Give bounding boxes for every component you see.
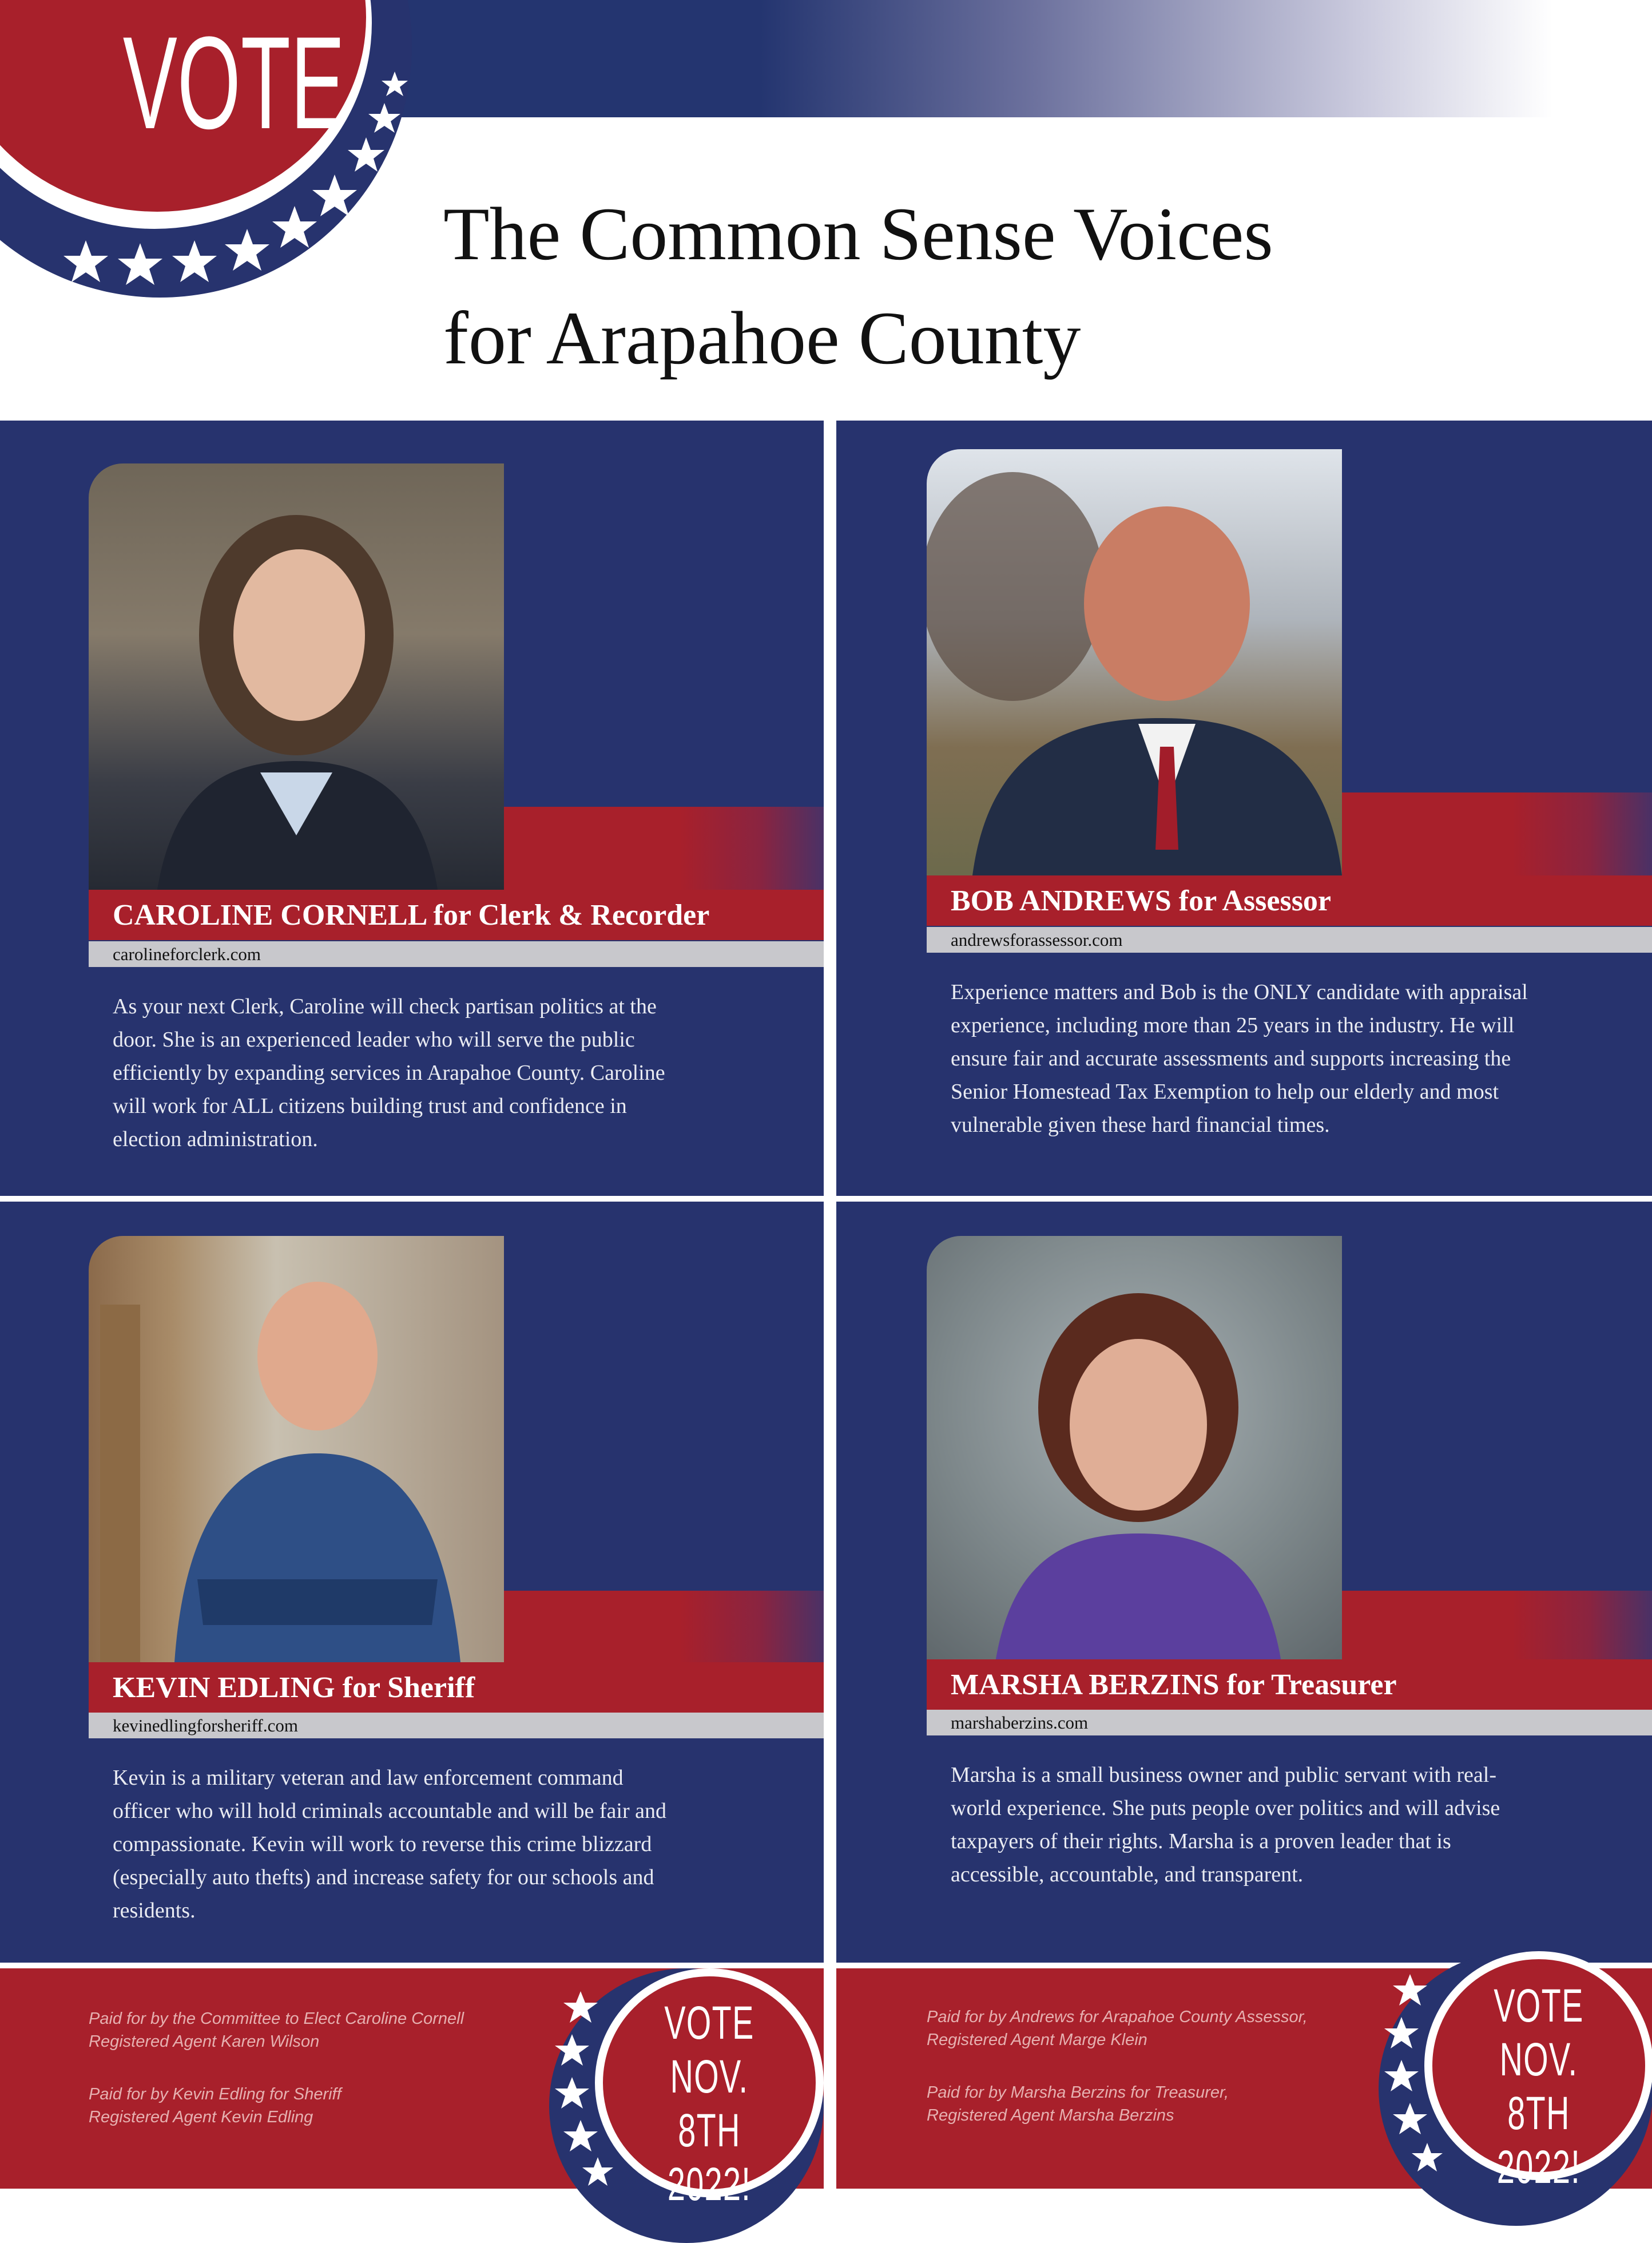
candidate-website-kevin[interactable]: kevinedlingforsheriff.com xyxy=(89,1713,824,1738)
star-icon xyxy=(555,2034,589,2066)
star-icon xyxy=(1393,2103,1427,2134)
star-icon xyxy=(312,175,357,216)
person-silhouette xyxy=(927,1236,1342,1662)
footer-stars-left xyxy=(549,1968,618,2189)
candidate-photo-kevin xyxy=(89,1236,504,1662)
star-icon xyxy=(555,2077,589,2109)
star-icon xyxy=(563,2120,598,2151)
candidate-bio-bob: Experience matters and Bob is the ONLY candidate with appraisal experience, including more than 25 years in the industry. He will ensure fair and accurate assessments and supports increasing the Senior Homestead Tax Exemption to help our elderly and most vulnerable given these hard financial times. xyxy=(951,980,1528,1137)
candidate-heading-marsha: MARSHA BERZINS for Treasurer xyxy=(927,1659,1652,1710)
candidate-bio-kevin: Kevin is a military veteran and law enforcement command officer who will hold criminals accountable and will be fair and compassionate. Kevin will work to reverse this crime blizzard (especially auto thefts) and increase safety for our schools and residents. xyxy=(113,1766,666,1923)
footer-stars-right xyxy=(1379,1951,1447,2189)
star-icon xyxy=(225,229,269,271)
paid-line: Paid for by Marsha Berzins for Treasurer, xyxy=(927,2083,1229,2102)
star-icon xyxy=(1384,2017,1419,2048)
paid-line: Paid for by Kevin Edling for Sheriff xyxy=(89,2085,341,2103)
paid-line: Paid for by Andrews for Arapahoe County Assessor, xyxy=(927,2008,1308,2026)
badge-line-year: 2022! xyxy=(1496,2141,1581,2193)
person-silhouette xyxy=(927,449,1342,875)
person-silhouette xyxy=(89,463,504,890)
candidate-heading-bob: BOB ANDREWS for Assessor xyxy=(927,875,1652,926)
paid-line: Registered Agent Kevin Edling xyxy=(89,2108,313,2126)
vote-date-badge-left xyxy=(595,1968,824,2210)
candidate-heading-caroline: CAROLINE CORNELL for Clerk & Recorder xyxy=(89,890,824,940)
badge-line-vote: VOTE xyxy=(664,1997,754,2049)
star-icon xyxy=(1384,2060,1419,2091)
candidate-photo-bob xyxy=(927,449,1342,875)
candidate-heading-kevin: KEVIN EDLING for Sheriff xyxy=(89,1662,824,1713)
candidate-bio-caroline: As your next Clerk, Caroline will check partisan politics at the door. She is an experienced leader who will serve the public efficiently by expanding services in Arapahoe County. Caroline will work for ALL citizens building trust and confidence in election administration. xyxy=(113,994,665,1151)
star-icon xyxy=(368,103,400,133)
star-icon xyxy=(63,240,108,282)
star-icon xyxy=(582,2157,613,2186)
vote-date-badge-right xyxy=(1424,1951,1652,2193)
candidate-website-marsha[interactable]: marshaberzins.com xyxy=(927,1710,1652,1735)
title-line-2: for Arapahoe County xyxy=(443,296,1081,380)
badge-line-year: 2022! xyxy=(667,2158,752,2210)
person-silhouette xyxy=(89,1236,504,1662)
title-line-1: The Common Sense Voices xyxy=(443,192,1273,276)
page-title xyxy=(443,182,1530,390)
star-icon xyxy=(1412,2143,1443,2171)
star-icon xyxy=(1393,1974,1427,2006)
badge-stars xyxy=(0,0,435,320)
badge-line-date: NOV. 8TH xyxy=(670,2051,749,2157)
candidate-website-caroline[interactable]: carolineforclerk.com xyxy=(89,941,824,967)
paid-line: Registered Agent Karen Wilson xyxy=(89,2032,320,2051)
badge-line-vote: VOTE xyxy=(1494,1980,1584,2032)
candidate-bio-marsha: Marsha is a small business owner and public servant with real-world experience. She puts people over politics and will advise taxpayers of their rights. Marsha is a proven leader that is accessible, accountable, and transparent. xyxy=(951,1763,1500,1887)
paid-line: Paid for by the Committee to Elect Caroline Cornell xyxy=(89,2010,464,2028)
star-icon xyxy=(382,72,408,96)
star-icon xyxy=(563,1991,598,2023)
horizontal-divider xyxy=(0,1196,1652,1202)
candidate-photo-caroline xyxy=(89,463,504,890)
candidate-website-bob[interactable]: andrewsforassessor.com xyxy=(927,927,1652,953)
vote-badge-text: VOTE xyxy=(122,9,346,156)
star-icon xyxy=(172,240,217,282)
candidate-photo-marsha xyxy=(927,1236,1342,1662)
badge-line-date: NOV. 8TH xyxy=(1499,2034,1578,2139)
star-icon xyxy=(272,206,317,248)
paid-for-disclaimer-left xyxy=(89,2007,581,2129)
paid-line: Registered Agent Marsha Berzins xyxy=(927,2106,1174,2125)
vertical-divider xyxy=(824,421,836,2189)
paid-line: Registered Agent Marge Klein xyxy=(927,2031,1147,2049)
paid-for-disclaimer-right xyxy=(927,2006,1419,2127)
star-icon xyxy=(118,243,162,285)
star-icon xyxy=(348,137,384,172)
